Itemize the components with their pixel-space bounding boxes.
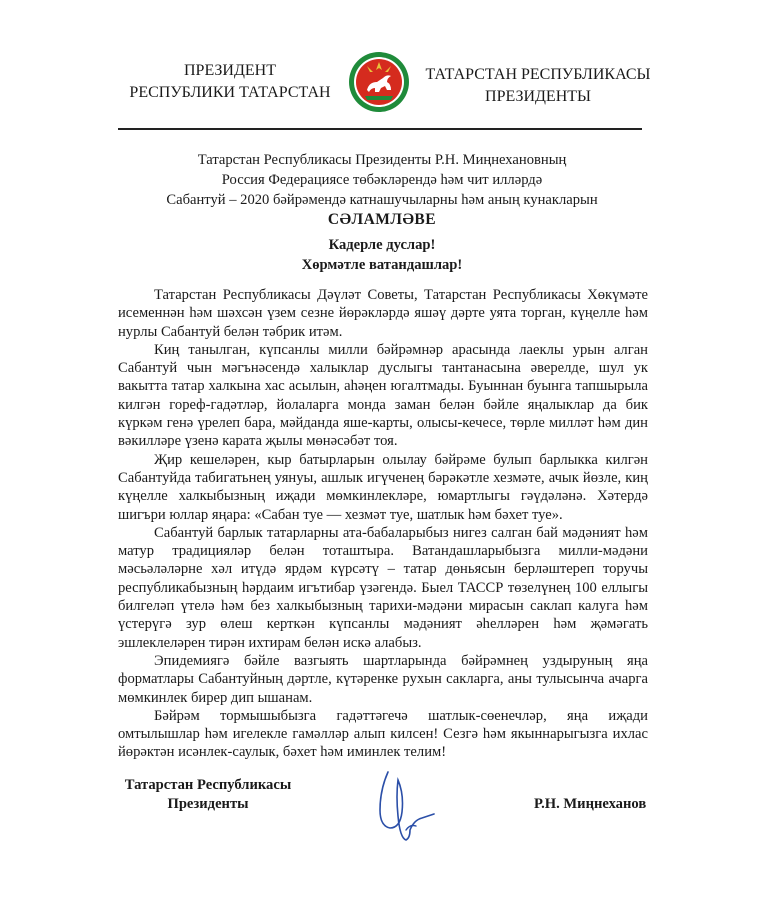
body-paragraph: Киң танылган, күпсанлы милли бәйрәмнәр арасында лаеклы урын алган Сабантуй чын мәгънәсендә халыклар дуслыгы тантанасына әверелде, шул ук вакытта татар халкына хас асылын, аһәңен югалтмады. Буыннан буынга тапшырыла килгән гореф-гадәтләр, йолаларга монда заман белән бәйле яңалыклар да бик күркәм генә үрелеп бара, мәйданда яше-карты, олысы-кечесе, төрле милләт һәм дин вәкилләре үзенә карата җылы мөнәсәбәт тоя. [118, 341, 648, 450]
letterhead-left-line-2: РЕСПУБЛИКИ ТАТАРСТАН [129, 84, 331, 101]
greeting [98, 235, 666, 275]
letterhead [0, 0, 763, 140]
letterhead-right-line-2: ПРЕЗИДЕНТЫ [485, 88, 591, 105]
letterhead-right-line-1: ТАТАРСТАН РЕСПУБЛИКАСЫ [425, 66, 651, 83]
signatory-title-line-2: Президенты [167, 796, 249, 812]
heading-line-1: Татарстан Республикасы Президенты Р.Н. Миңнехановның [197, 152, 567, 168]
body-paragraph: Татарстан Республикасы Дәүләт Советы, Татарстан Республикасы Хөкүмәте исеменнән һәм шәхсән үзем сезне йөрәкләрдә яшәү дәрте уята торган, күңелле һәм нурлы Сабантуй белән тәбрик итәм. [118, 287, 648, 340]
letterhead-left-line-1: ПРЕЗИДЕНТ [183, 62, 276, 79]
signatory-name: Р.Н. Миңнеханов [534, 796, 647, 812]
handwritten-signature [366, 760, 446, 844]
greeting-line-2: Хөрмәтле ватандашлар! [301, 257, 463, 273]
body-paragraph: Җир кешеләрен, кыр батырларын олылау бәйрәме булып барлыкка килгән Сабантуйда табигатьнең уянуы, ашлык игүченең бәрәкәтле хезмәте, ачык йөзле, киң күңелле халкыбызның иҗади мөмкинлекләре, юмартлыгы гәүдәләнә. Хәтердә шигъри юллар яңара: «Сабан туе — хезмәт туе, шатлык һәм бәхет туе». [118, 451, 648, 523]
tatarstan-coat-of-arms-icon [347, 50, 411, 114]
greeting-line-1: Кадерле дуслар! [328, 237, 436, 253]
body-paragraph: Эпидемиягә бәйле вазгыять шартларында бәйрәмнең уздыруның яңа форматлары Сабантуйның дәртле, күтәренке рухын сакларга, аны тулысынча ачарга мөмкинлек бирер дип ышанам. [118, 652, 648, 706]
document-heading [98, 150, 666, 230]
letterhead-russian [118, 60, 342, 104]
signatory-title-line-1: Татарстан Республикасы [124, 777, 292, 793]
body-paragraph: Бәйрәм тормышыбызга гадәттәгечә шатлык-сөенечләр, яңа иҗади омтылышлар һәм игелекле гамәлләр алып килсен! Сезгә һәм якыннарыгызга ихлас йөрәктән исәнлек-саулык, бәхет һәм иминлек телим! [118, 707, 648, 761]
body-paragraph: Сабантуй барлык татарларны ата-бабаларыбыз нигез салган бай мәдәният һәм матур традицияләр белән тоташтыра. Ватандашларыбызга милли-мәдәни мәсьәләләрне хәл итүдә ярдәм күрсәтү – татар дөньясын берләштереп торучы республикабызның һәрдаим игътибар үзәгендә. Быел ТАССР төзелүнең 100 еллыгы билгеләп үтелә һәм без халкыбызның тарихи-мәдәни мирасын саклап калуга һәм үстерүгә зур өлеш керткән күпсанлы мәдәният әһелләрен һәм җәмәгать эшлеклеләрен тирән ихтирам белән искә алабыз. [118, 524, 648, 651]
heading-line-3: Сабантуй – 2020 бәйрәмендә катнашучыларны һәм аның кунакларын [166, 192, 598, 208]
signatory-title [108, 776, 308, 814]
document-title: СӘЛАМЛӘВЕ [327, 211, 437, 228]
letterhead-divider [118, 128, 642, 130]
heading-line-2: Россия Федерациясе төбәкләрендә һәм чит илләрдә [221, 172, 543, 188]
letterhead-tatar [418, 64, 658, 108]
letter-body [118, 286, 648, 762]
